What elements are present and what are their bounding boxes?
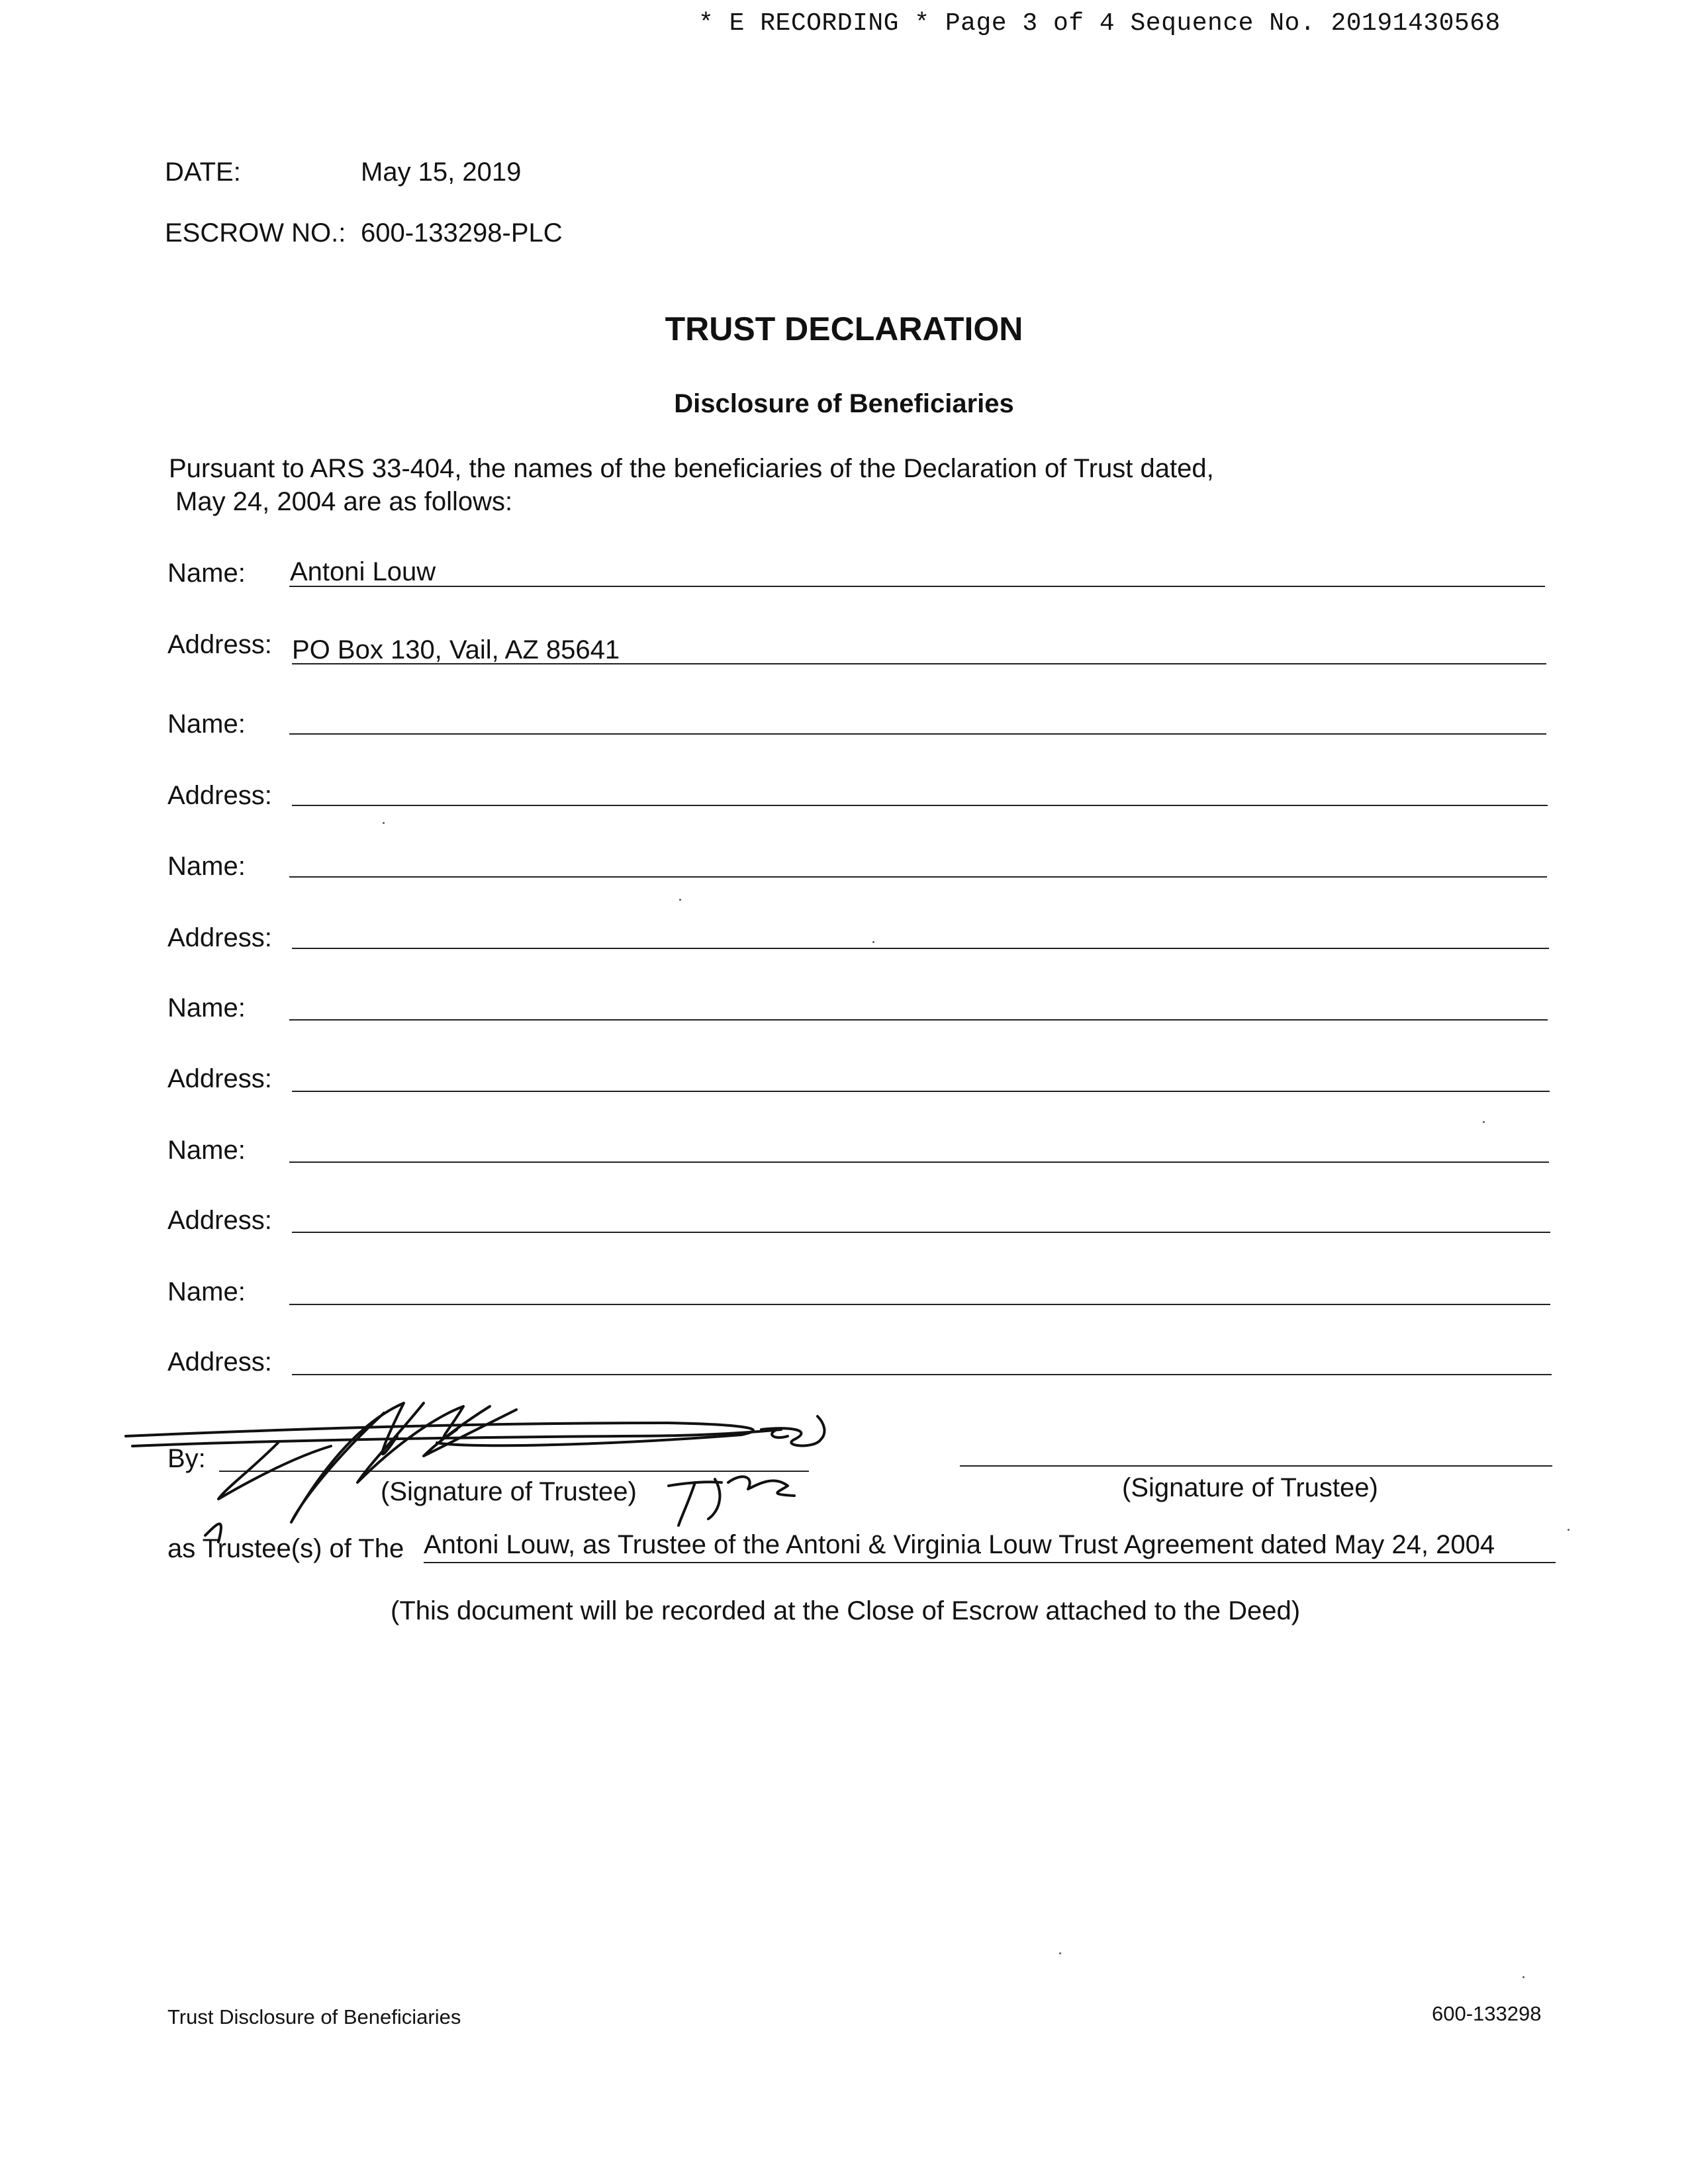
trustee-prefix: as Trustee(s) of The [167,1534,404,1563]
name-label: Name: [167,852,246,881]
document-subtitle: Disclosure of Beneficiaries [674,389,1014,418]
address-label: Address: [167,1064,272,1093]
address-value: PO Box 130, Vail, AZ 85641 [292,635,620,664]
address-label: Address: [167,1206,272,1235]
signature-caption-1: (Signature of Trustee) [381,1477,637,1506]
date-label: DATE: [165,158,241,187]
address-label: Address: [167,781,272,810]
name-label: Name: [167,1277,246,1306]
name-label: Name: [167,559,246,588]
recording-header: * E RECORDING * Page 3 of 4 Sequence No. 20191430568 [698,9,1501,38]
by-label: By: [167,1444,206,1473]
name-label: Name: [167,1136,246,1165]
intro-line-1: Pursuant to ARS 33-404, the names of the beneficiaries of the Declaration of Trust dated, [169,454,1214,483]
name-label: Name: [167,709,246,739]
recording-note: (This document will be recorded at the Close of Escrow attached to the Deed) [391,1596,1301,1625]
name-label: Name: [167,993,246,1023]
address-label: Address: [167,923,272,952]
address-label: Address: [167,1347,272,1377]
trust-name: Antoni Louw, as Trustee of the Antoni & Virginia Louw Trust Agreement dated May 24, 2004 [424,1530,1495,1559]
date-value: May 15, 2019 [361,158,522,187]
escrow-label: ESCROW NO.: [165,218,346,248]
escrow-value: 600-133298-PLC [361,218,563,248]
footer-left: Trust Disclosure of Beneficiaries [167,2005,461,2028]
document-title: TRUST DECLARATION [665,310,1023,347]
intro-line-2: May 24, 2004 are as follows: [175,487,513,516]
address-label: Address: [167,630,272,659]
footer-right: 600-133298 [1432,2002,1542,2025]
trust-name-underline [424,1562,1556,1563]
signature-caption-2: (Signature of Trustee) [1122,1473,1378,1502]
name-value: Antoni Louw [290,557,436,586]
